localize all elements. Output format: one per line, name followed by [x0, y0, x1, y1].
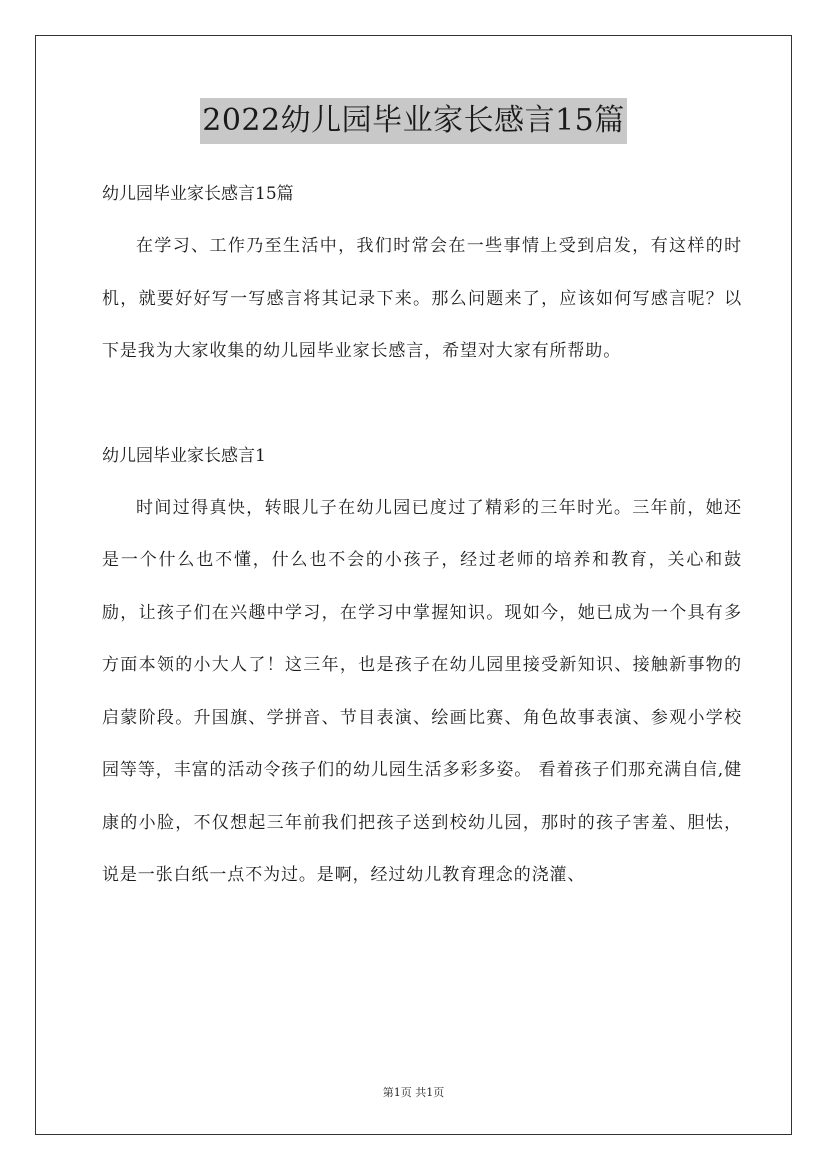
- section-paragraph: 时间过得真快，转眼儿子在幼儿园已度过了精彩的三年时光。三年前，她还是一个什么也不懂，什么也不会的小孩子，经过老师的培养和教育，关心和鼓励，让孩子们在兴趣中学习，在学习中掌握知识。现如今，她已成为一个具有多方面本领的小大人了！这三年，也是孩子在幼儿园里接受新知识、接触新事物的启蒙阶段。升国旗、学拼音、节目表演、绘画比赛、角色故事表演、参观小学校园等等，丰富的活动令孩子们的幼儿园生活多彩多姿。 看着孩子们那充满自信,健康的小脸，不仅想起三年前我们把孩子送到校幼儿园，那时的孩子害羞、胆怯，说是一张白纸一点不为过。是啊，经过幼儿教育理念的浇灌、: [102, 497, 742, 885]
- document-title: 2022幼儿园毕业家长感言15篇: [200, 98, 627, 144]
- document-subtitle: 幼儿园毕业家长感言15篇: [102, 184, 294, 204]
- title-container: [0, 98, 827, 144]
- document-body: [102, 168, 742, 902]
- section-spacer: [102, 378, 742, 430]
- section-heading: 幼儿园毕业家长感言1: [102, 445, 266, 466]
- page-footer: 第1页 共1页: [382, 1086, 445, 1099]
- intro-paragraph: 在学习、工作乃至生活中，我们时常会在一些事情上受到启发，有这样的时机，就要好好写一写感言将其记录下来。那么问题来了，应该如何写感言呢？以下是我为大家收集的幼儿园毕业家长感言，希望对大家有所帮助。: [102, 236, 742, 361]
